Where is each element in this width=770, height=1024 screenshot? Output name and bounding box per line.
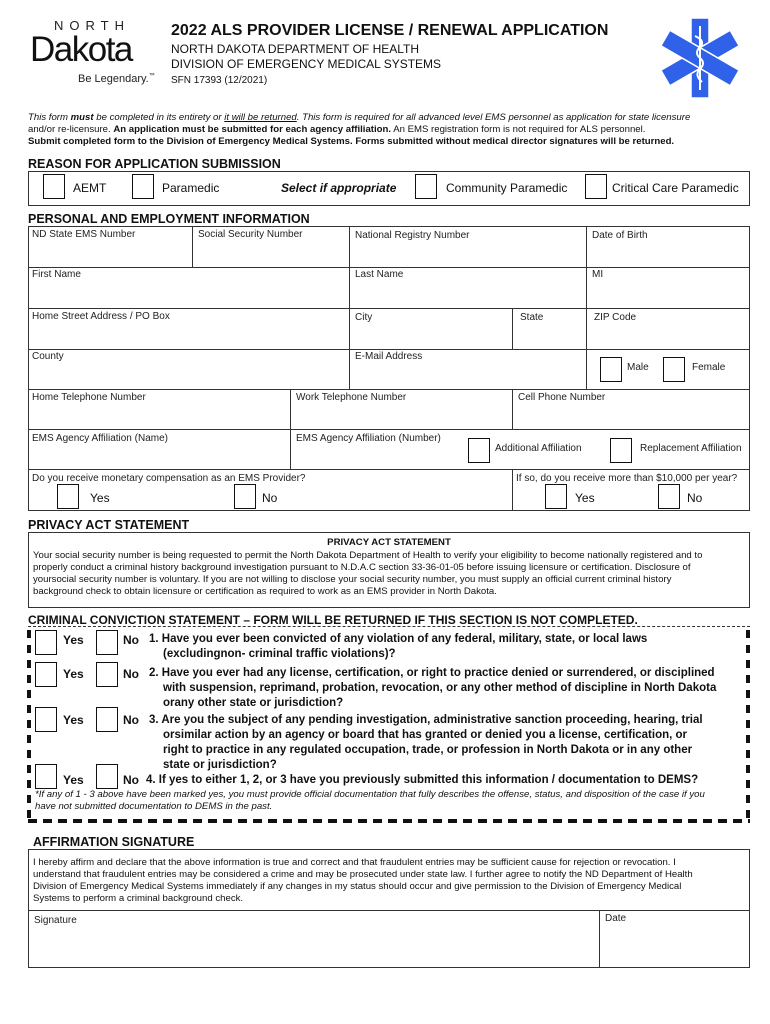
q3-text-c: right to practice in any regulated occupation, trade, or profession in North Dakota or in any other bbox=[163, 744, 693, 756]
zip-label: ZIP Code bbox=[594, 312, 637, 323]
criminal-note-1: *If any of 1 - 3 above have been marked yes, you must provide official documentation that fully describes the offense, status, and disposition of the case if you bbox=[35, 789, 705, 800]
over-10000-question: If so, do you receive more than $10,000 per year? bbox=[516, 473, 738, 484]
city-field[interactable] bbox=[349, 308, 513, 350]
q1-text-a: 1. Have you ever been convicted of any violation of any federal, military, state, or local laws bbox=[149, 633, 648, 645]
q4-no-label: No bbox=[123, 773, 139, 787]
logo-tagline bbox=[78, 73, 155, 85]
dob-label: Date of Birth bbox=[592, 230, 648, 241]
paramedic-label: Paramedic bbox=[162, 181, 220, 195]
county-label: County bbox=[32, 351, 64, 362]
q3-text-d: state or jurisdiction? bbox=[163, 759, 277, 771]
agency-name-label: EMS Agency Affiliation (Name) bbox=[32, 433, 168, 444]
q4-yes-label: Yes bbox=[63, 773, 84, 787]
female-checkbox[interactable] bbox=[663, 357, 685, 382]
state-label: State bbox=[520, 312, 544, 323]
select-if-appropriate: Select if appropriate bbox=[281, 181, 397, 195]
criminal-heading: CRIMINAL CONVICTION STATEMENT – FORM WILL BE RETURNED IF THIS SECTION IS NOT COMPLETED. bbox=[28, 613, 638, 627]
q2-text-b: with suspension, reprimand, probation, revocation, or any other method of discipline in North Dakota bbox=[163, 682, 717, 694]
q1-no-label: No bbox=[123, 633, 139, 647]
criminal-right-dashes bbox=[746, 630, 750, 822]
privacy-line-1: Your social security number is being requested to permit the North Dakota Department of Health to verify your eligibility to become nationally registered and to bbox=[33, 550, 703, 561]
q2-yes-checkbox[interactable] bbox=[35, 662, 57, 687]
paramedic-checkbox[interactable] bbox=[132, 174, 154, 199]
comp-no-label: No bbox=[262, 491, 278, 505]
q2-text-a: 2. Have you ever had any license, certification, or right to practice denied or surrendered, or disciplined bbox=[149, 667, 715, 679]
privacy-line-3: yoursocial security number is voluntary. If you are not willing to disclose your social security number, you must supply an official current criminal history bbox=[33, 574, 672, 585]
last-name-label: Last Name bbox=[355, 269, 404, 280]
community-paramedic-checkbox[interactable] bbox=[415, 174, 437, 199]
q2-text-c: orany other state or jurisdiction? bbox=[163, 697, 344, 709]
intro-line-3: Submit completed form to the Division of Emergency Medical Systems. Forms submitted without medical director signatures will be returned. bbox=[28, 136, 675, 147]
q3-yes-checkbox[interactable] bbox=[35, 707, 57, 732]
additional-affiliation-checkbox[interactable] bbox=[468, 438, 490, 463]
comp-yes-checkbox[interactable] bbox=[57, 484, 79, 509]
privacy-heading: PRIVACY ACT STATEMENT bbox=[28, 518, 190, 532]
mi-label: MI bbox=[592, 269, 604, 280]
q3-text-a: 3. Are you the subject of any pending investigation, administrative sanction proceeding, hearing, trial bbox=[149, 714, 703, 726]
q2-yes-label: Yes bbox=[63, 667, 84, 681]
logo-tm: ™ bbox=[148, 73, 155, 79]
critical-care-label: Critical Care Paramedic bbox=[612, 181, 739, 195]
criminal-bottom-dashes bbox=[28, 819, 750, 823]
mi-field[interactable] bbox=[586, 267, 750, 309]
agency-number-label: EMS Agency Affiliation (Number) bbox=[296, 433, 441, 444]
ssn-label: Social Security Number bbox=[198, 229, 303, 240]
intro-text-c: . This form is required for all advanced level EMS personnel as application for state licensure bbox=[296, 112, 691, 123]
street-label: Home Street Address / PO Box bbox=[32, 311, 170, 322]
aemt-checkbox[interactable] bbox=[43, 174, 65, 199]
replacement-affiliation-checkbox[interactable] bbox=[610, 438, 632, 463]
over-no-label: No bbox=[687, 491, 703, 505]
male-checkbox[interactable] bbox=[600, 357, 622, 382]
intro-line-1 bbox=[28, 112, 690, 124]
first-name-label: First Name bbox=[32, 269, 81, 280]
q1-no-checkbox[interactable] bbox=[96, 630, 118, 655]
intro-line2-c: An EMS registration form is not required for ALS personnel. bbox=[391, 124, 646, 135]
date-label: Date bbox=[605, 913, 627, 924]
comp-yes-label: Yes bbox=[90, 491, 110, 505]
community-paramedic-label: Community Paramedic bbox=[446, 181, 568, 195]
intro-must: must bbox=[70, 112, 94, 123]
signature-field[interactable] bbox=[28, 910, 600, 968]
national-registry-label: National Registry Number bbox=[355, 230, 470, 241]
state-logo bbox=[30, 18, 155, 93]
compensation-question: Do you receive monetary compensation as an EMS Provider? bbox=[32, 473, 306, 484]
q1-yes-label: Yes bbox=[63, 633, 84, 647]
affirmation-line-4: Systems to perform a criminal background check. bbox=[33, 893, 244, 904]
nd-state-ems-label: ND State EMS Number bbox=[32, 229, 136, 240]
privacy-line-4: background check to obtain licensure or certification as required to work as an EMS provider in North Dakota. bbox=[33, 586, 497, 597]
comp-no-checkbox[interactable] bbox=[234, 484, 256, 509]
q3-text-b: orsimilar action by an agency or board that has granted or denied you a license, certification, or bbox=[163, 729, 688, 741]
female-label: Female bbox=[692, 362, 726, 373]
affirmation-line-3: Division of Emergency Medical Systems immediately if any changes in my status should occur and give permission to the Division of Emergency Medical bbox=[33, 881, 682, 892]
q1-yes-checkbox[interactable] bbox=[35, 630, 57, 655]
reason-heading: REASON FOR APPLICATION SUBMISSION bbox=[28, 157, 281, 171]
over-yes-checkbox[interactable] bbox=[545, 484, 567, 509]
affirmation-heading: AFFIRMATION SIGNATURE bbox=[33, 835, 195, 849]
q2-no-checkbox[interactable] bbox=[96, 662, 118, 687]
q4-yes-checkbox[interactable] bbox=[35, 764, 57, 789]
q4-no-checkbox[interactable] bbox=[96, 764, 118, 789]
intro-text-b: be completed in its entirety or bbox=[93, 112, 225, 123]
intro-returned: it will be returned bbox=[224, 112, 297, 123]
star-of-life-icon bbox=[657, 18, 743, 98]
form-title: 2022 ALS PROVIDER LICENSE / RENEWAL APPLICATION bbox=[171, 22, 609, 39]
over-no-checkbox[interactable] bbox=[658, 484, 680, 509]
intro-text-a: This form bbox=[28, 112, 71, 123]
privacy-line-2: properly conduct a criminal history background investigation pursuant to N.D.A.C section 33-36-01-05 before issuing licensure or certification. Disclosure of bbox=[33, 562, 691, 573]
intro-line2-a: and/or re-licensure. bbox=[28, 124, 114, 135]
affirmation-line-2: understand that fraudulent entries may be considered a crime and may be prosecuted under state law. I further agree to notify the ND Department of Health bbox=[33, 869, 693, 880]
division-name: DIVISION OF EMERGENCY MEDICAL SYSTEMS bbox=[171, 57, 442, 71]
logo-dakota: Dakota bbox=[30, 30, 132, 69]
criminal-top-border bbox=[28, 626, 750, 627]
additional-affiliation-label: Additional Affiliation bbox=[495, 443, 582, 454]
home-phone-label: Home Telephone Number bbox=[32, 392, 146, 403]
email-label: E-Mail Address bbox=[355, 351, 423, 362]
privacy-title: PRIVACY ACT STATEMENT bbox=[327, 537, 451, 548]
signature-label: Signature bbox=[34, 915, 77, 926]
county-field[interactable] bbox=[28, 349, 350, 390]
q3-no-label: No bbox=[123, 713, 139, 727]
criminal-left-dashes bbox=[27, 630, 31, 822]
q3-yes-label: Yes bbox=[63, 713, 84, 727]
cell-phone-label: Cell Phone Number bbox=[518, 392, 606, 403]
city-label: City bbox=[355, 312, 373, 323]
q1-text-b: (excludingnon- criminal traffic violations)? bbox=[163, 648, 396, 660]
logo-tagline-text: Be Legendary. bbox=[78, 73, 149, 85]
work-phone-label: Work Telephone Number bbox=[296, 392, 407, 403]
replacement-affiliation-label: Replacement Affiliation bbox=[640, 443, 742, 454]
department-name: NORTH DAKOTA DEPARTMENT OF HEALTH bbox=[171, 42, 420, 56]
personal-heading: PERSONAL AND EMPLOYMENT INFORMATION bbox=[28, 212, 310, 226]
logo-north: NORTH bbox=[54, 18, 130, 33]
intro-line-2 bbox=[28, 124, 645, 136]
intro-line2-b: An application must be submitted for each agency affiliation. bbox=[113, 124, 392, 135]
criminal-note-2: have not submitted documentation to DEMS in the past. bbox=[35, 801, 273, 812]
male-label: Male bbox=[627, 362, 649, 373]
q4-text: 4. If yes to either 1, 2, or 3 have you previously submitted this information / documentation to DEMS? bbox=[146, 774, 699, 786]
affirmation-line-1: I hereby affirm and declare that the above information is true and correct and that fraudulent entries may be sufficient cause for rejection or revocation. I bbox=[33, 857, 676, 868]
q3-no-checkbox[interactable] bbox=[96, 707, 118, 732]
q2-no-label: No bbox=[123, 667, 139, 681]
over-yes-label: Yes bbox=[575, 491, 595, 505]
aemt-label: AEMT bbox=[73, 181, 107, 195]
critical-care-checkbox[interactable] bbox=[585, 174, 607, 199]
form-number: SFN 17393 (12/2021) bbox=[171, 75, 268, 86]
